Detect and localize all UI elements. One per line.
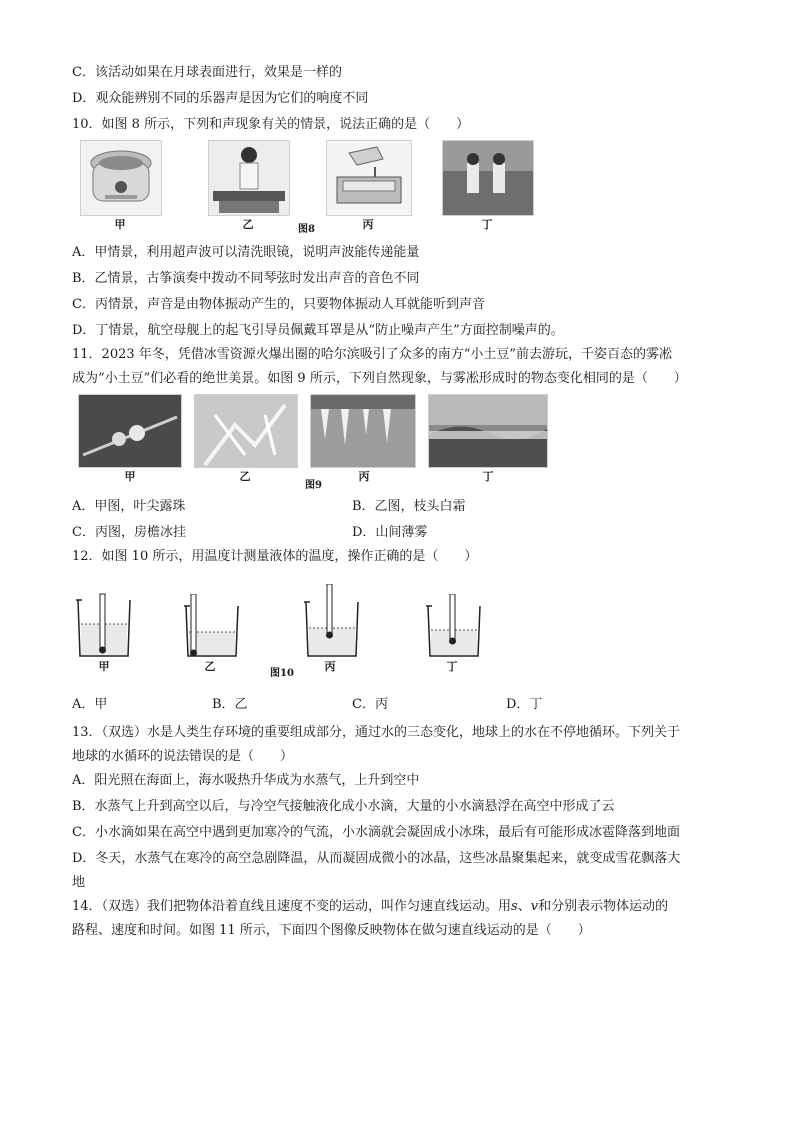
figure-10-caption-bing: 丙: [324, 660, 336, 673]
q13-option-c: C．小水滴如果在高空中遇到更加寒冷的气流，小水滴就会凝固成小冰珠，最后有可能形成冰雹降落到地面: [72, 825, 680, 840]
q9-option-d: D．观众能辨别不同的乐器声是因为它们的响度不同: [72, 91, 369, 106]
q11-option-a: A．甲图，叶尖露珠: [72, 499, 186, 514]
figure-9-caption-jia: 甲: [124, 470, 136, 483]
figure-9-caption-ding: 丁: [482, 470, 494, 483]
q13-option-a: A．阳光照在海面上，海水吸热升华成为水蒸气，上升到空中: [72, 773, 420, 788]
q14-stem-a: 14．（双选）我们把物体沿着直线且速度不变的运动，叫作匀速直线运动。用: [72, 899, 512, 914]
q14-var-v: v: [530, 899, 539, 914]
figure-9-caption-yi: 乙: [239, 470, 251, 483]
mountain-mist-image: [428, 394, 548, 468]
q12-option-a: A．甲: [72, 697, 108, 712]
q10-option-b: B．乙情景，古筝演奏中拨动不同琴弦时发出声音的音色不同: [72, 271, 420, 286]
q10-option-a: A．甲情景，利用超声波可以清洗眼镜，说明声波能传递能量: [72, 245, 420, 260]
leaf-dew-image: [78, 394, 182, 468]
q13-option-b: B．水蒸气上升到高空以后，与冷空气接触液化成小水滴，大量的小水滴悬浮在高空中形成了云: [72, 799, 615, 814]
figure-10-caption-ding: 丁: [446, 660, 458, 673]
q14-var-s: s: [511, 899, 518, 914]
q13-stem-line1: 13．（双选）水是人类生存环境的重要组成部分，通过水的三态变化，地球上的水在不停地循环。下列关于: [72, 725, 681, 740]
figure-10-caption-jia: 甲: [98, 660, 110, 673]
guzheng-player-image: [208, 140, 290, 216]
figure-8-caption-bing: 丙: [362, 218, 374, 231]
q11-option-c: C．丙图，房檐冰挂: [72, 525, 186, 540]
q11-option-d: D．山间薄雾: [352, 525, 428, 540]
figure-9-caption-bing: 丙: [358, 470, 370, 483]
q14-stem-b: 和分别表示物体运动的: [538, 899, 669, 914]
figure-10-caption-yi: 乙: [204, 660, 216, 673]
q10-option-d: D．丁情景，航空母舰上的起飞引导员佩戴耳罩是从“防止噪声产生”方面控制噪声的。: [72, 323, 564, 338]
q10-option-c: C．丙情景，声音是由物体振动产生的，只要物体振动人耳就能听到声音: [72, 297, 485, 312]
figure-8-caption-yi: 乙: [242, 218, 254, 231]
q12-option-c: C．丙: [352, 697, 388, 712]
icicles-eaves-image: [310, 394, 416, 468]
q13-stem-line2: 地球的水循环的说法错误的是（ ）: [72, 749, 294, 764]
q14-separator: 、: [517, 899, 531, 914]
q14-stem-line1: [72, 898, 668, 916]
q11-stem-line1: 11．2023 年冬，凭借冰雪资源火爆出圈的哈尔滨吸引了众多的南方“小土豆”前去游玩，千姿百态的雾凇: [72, 347, 673, 362]
q13-option-d-line1: D．冬天，水蒸气在寒冷的高空急剧降温，从而凝固成微小的冰晶，这些冰晶聚集起来，就变成雪花飘落大: [72, 851, 681, 866]
q12-option-d: D．丁: [506, 697, 543, 712]
q11-option-b: B．乙图，枝头白霜: [352, 499, 466, 514]
figure-10-title: 图10: [270, 668, 294, 679]
ultrasonic-cleaner-image: [80, 140, 162, 216]
beaker-jia-icon: [74, 590, 134, 660]
q14-stem-line2: 路程、速度和时间。如图 11 所示，下面四个图像反映物体在做匀速直线运动的是（ ）: [72, 923, 591, 938]
figure-8-caption-jia: 甲: [114, 218, 126, 231]
figure-8-caption-ding: 丁: [481, 218, 493, 231]
q11-stem-line2: 成为“小土豆”们必看的绝世美景。如图 9 所示，下列自然现象，与雾凇形成时的物态变化相同的是（ ）: [72, 371, 687, 386]
q13-option-d-line2: 地: [72, 875, 86, 890]
q12-stem: 12．如图 10 所示，用温度计测量液体的温度，操作正确的是（ ）: [72, 549, 478, 564]
beaker-ding-icon: [424, 594, 484, 660]
figure-8-title: 图8: [298, 224, 315, 235]
q9-option-c: C．该活动如果在月球表面进行，效果是一样的: [72, 65, 342, 80]
tuning-fork-box-image: [326, 140, 412, 216]
carrier-deck-crew-image: [442, 140, 534, 216]
q12-option-b: B．乙: [212, 697, 248, 712]
figure-9-title: 图9: [305, 480, 322, 491]
beaker-bing-icon: [302, 584, 362, 660]
beaker-yi-icon: [182, 594, 242, 660]
q10-stem: 10．如图 8 所示，下列和声现象有关的情景，说法正确的是（ ）: [72, 117, 470, 132]
frost-branches-image: [194, 394, 298, 468]
